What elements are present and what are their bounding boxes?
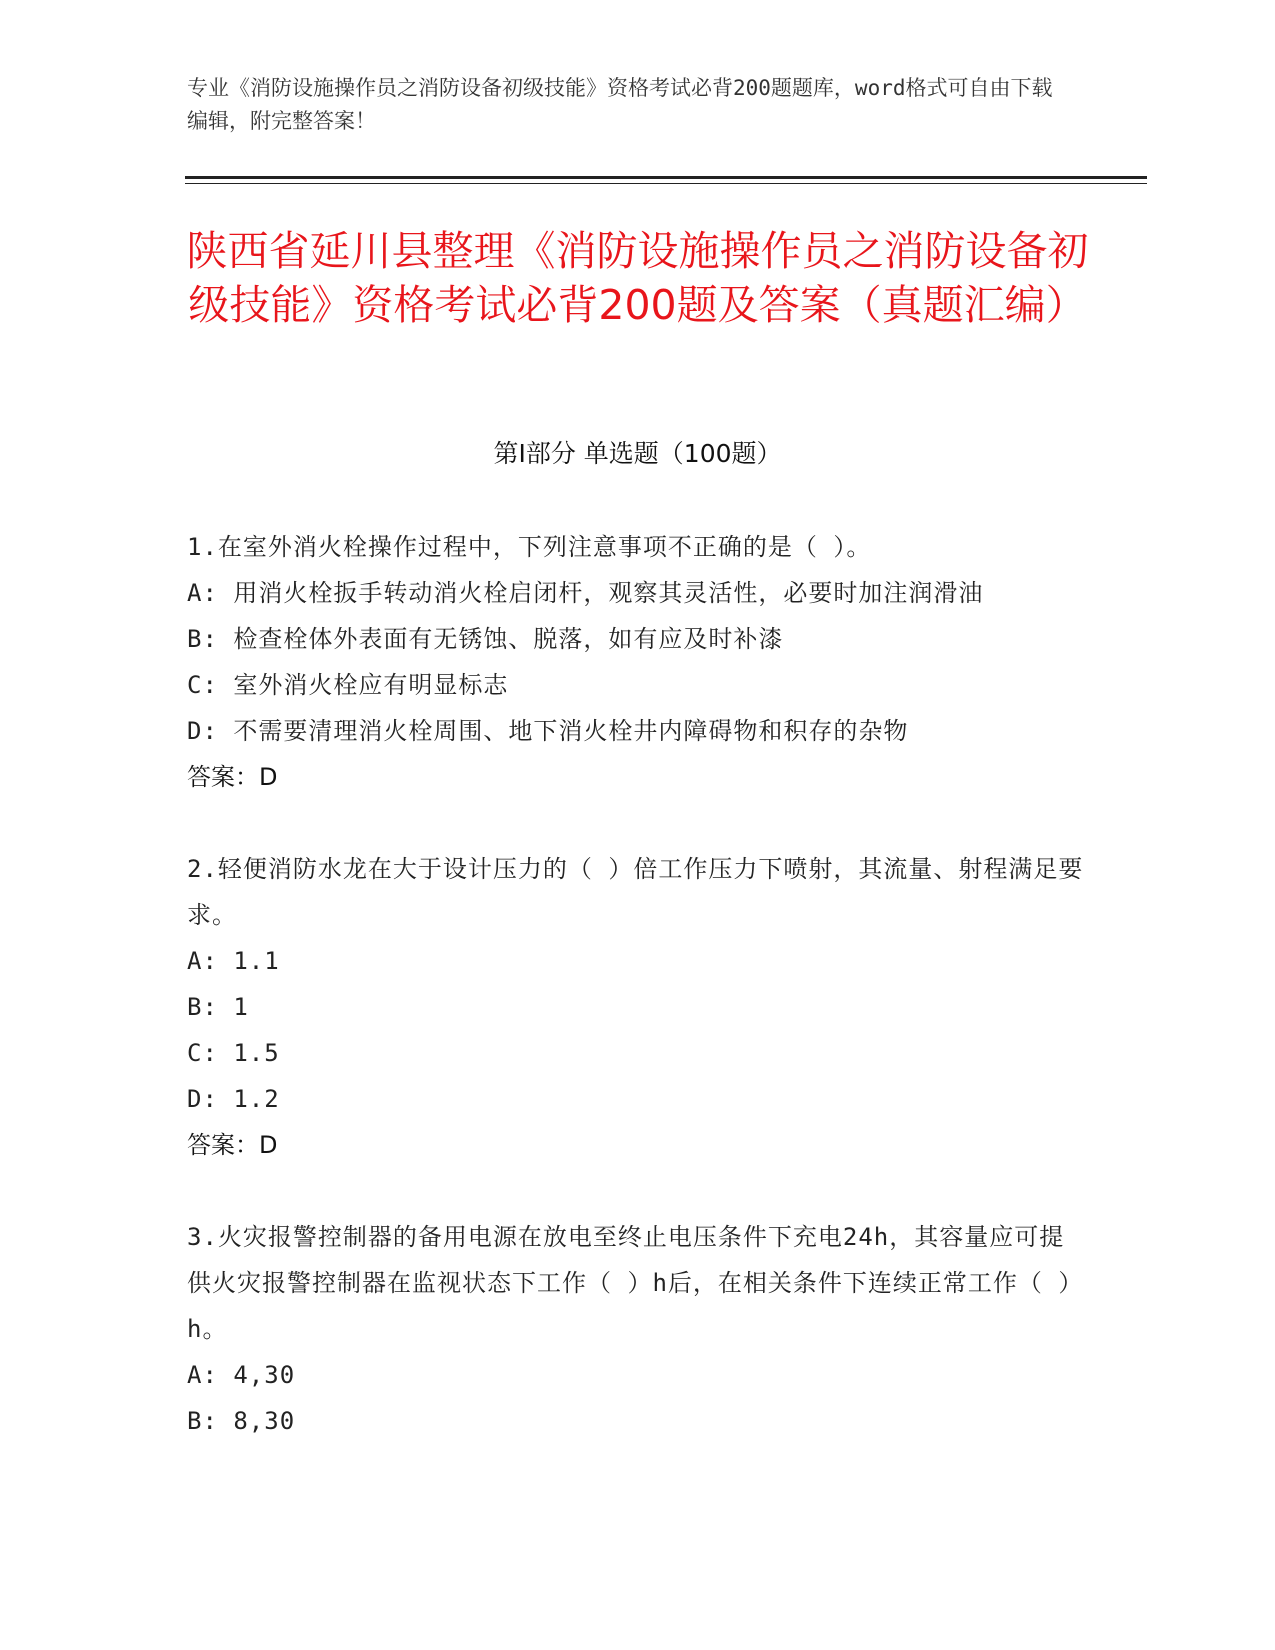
option-b: B: 1: [187, 993, 249, 1021]
question-2: [187, 846, 1087, 1168]
question-1: [187, 524, 1087, 800]
option-b: B: 检查栓体外表面有无锈蚀、脱落，如有应及时补漆: [187, 625, 784, 653]
option-b: B: 8,30: [187, 1407, 296, 1435]
question-stem: 3.火灾报警控制器的备用电源在放电至终止电压条件下充电24h，其容量应可提供火灾报警控制器在监视状态下工作（ ）h后，在相关条件下连续正常工作（ ）h。: [187, 1223, 1084, 1343]
option-d: D: 1.2: [187, 1085, 280, 1113]
option-a: A: 用消火栓扳手转动消火栓启闭杆，观察其灵活性，必要时加注润滑油: [187, 579, 984, 607]
answer: 答案：D: [187, 763, 278, 791]
section-title: 第Ⅰ部分 单选题（100题）: [493, 439, 782, 468]
question-list: [187, 524, 1087, 1490]
option-d: D: 不需要清理消火栓周围、地下消火栓井内障碍物和积存的杂物: [187, 717, 909, 745]
option-c: C: 1.5: [187, 1039, 280, 1067]
answer: 答案：D: [187, 1131, 278, 1159]
header-note: 专业《消防设施操作员之消防设备初级技能》资格考试必背200题题库，word格式可自由下载编辑，附完整答案！: [187, 76, 1053, 133]
header-divider-thick: [185, 176, 1147, 179]
header-divider-thin: [185, 183, 1147, 184]
option-a: A: 1.1: [187, 947, 280, 975]
document-title: 陕西省延川县整理《消防设施操作员之消防设备初级技能》资格考试必背200题及答案（真题汇编）: [186, 227, 1089, 329]
option-c: C: 室外消火栓应有明显标志: [187, 671, 509, 699]
question-3: [187, 1214, 1087, 1444]
question-stem: 2.轻便消防水龙在大于设计压力的（ ）倍工作压力下喷射，其流量、射程满足要求。: [187, 855, 1084, 929]
question-stem: 1.在室外消火栓操作过程中，下列注意事项不正确的是（ ）。: [187, 533, 872, 561]
option-a: A: 4,30: [187, 1361, 296, 1389]
